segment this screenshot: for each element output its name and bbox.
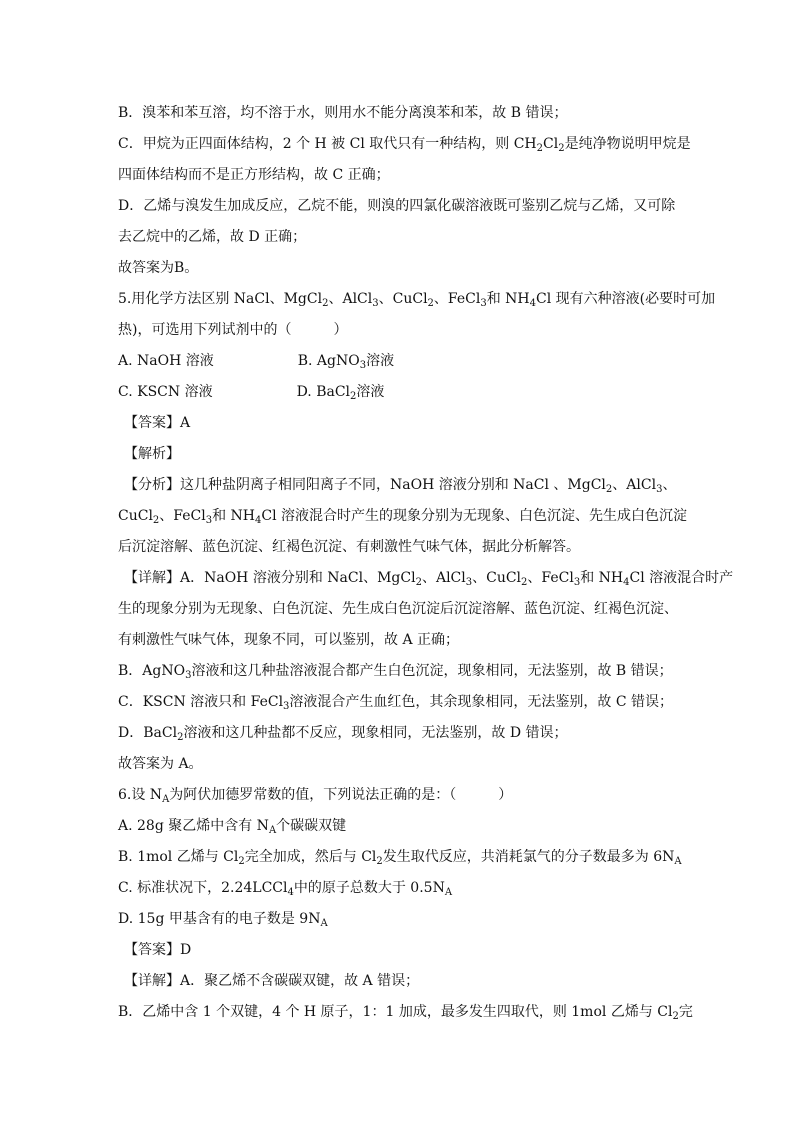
question-5 [118,287,716,311]
text-run: D. 15g 甲基含有的电子数是 9N [118,911,321,927]
text-run: 溶液和这几种盐溶液混合都产生白色沉淀，现象相同，无法鉴别，故 B 错误； [191,663,673,679]
text-line [118,690,682,714]
text-run: 溶液 [356,384,385,400]
text-run: 、FeCl [527,570,574,586]
text-run: C. KSCN 溶液 D. BaCl [118,384,351,400]
text-line [118,628,682,652]
text-run: B．乙烯中含 1 个双键，4 个 H 原子，1：1 加成，最多发生四取代，则 1mol 乙烯与 Cl [118,1004,673,1020]
text-run: 是纯净物说明甲烷是 [564,136,691,152]
text-line [118,659,682,683]
text-run: 【详解】A．聚乙烯不含碳碳双键，故 A 错误； [124,973,420,989]
subscript: A [674,856,682,867]
text-line [118,101,682,125]
subscript: 2 [376,856,383,867]
text-line [118,752,682,776]
subscript: 3 [480,298,487,309]
text-run: Cl [543,136,559,152]
subscript: 2 [322,298,329,309]
text-line [118,721,682,745]
detail-paragraph [124,969,682,993]
text-line [118,597,682,621]
analysis-paragraph [124,473,682,497]
text-run: 和 NH [212,508,256,524]
text-run: 去乙烷中的乙烯，故 D 正确； [118,229,307,245]
subscript: 4 [529,298,537,309]
text-run: C．KSCN 溶液只和 FeCl [118,694,284,710]
text-run: 【详解】A．NaOH 溶液分别和 NaCl、MgCl [124,570,416,586]
subscript: A [162,794,170,805]
text-run: 、AlCl [328,291,373,307]
text-line [118,318,682,342]
subscript: 2 [238,856,245,867]
text-run: 、CuCl [378,291,428,307]
subscript: 3 [465,577,473,588]
subscript: 2 [536,143,544,154]
text-line [118,504,688,528]
text-run: 、FeCl [159,508,206,524]
subscript: 2 [415,577,422,588]
text-run: 为阿伏加德罗常数的值，下列说法正确的是：（ ） [169,787,513,803]
text-run: 5.用化学方法区别 NaCl、MgCl [118,291,323,307]
text-run: 、CuCl [472,570,522,586]
text-run: 、 [662,477,677,493]
subscript: A [268,825,277,836]
text-run: Cl 现有六种溶液(必要时可加 [536,291,716,307]
text-run: 后沉淀溶解、蓝色沉淀、红褐色沉淀、有刺激性气味气体，据此分析解答。 [118,539,580,555]
text-run: B．溴苯和苯互溶，均不溶于水，则用水不能分离溴苯和苯，故 B 错误； [118,105,568,121]
text-run: A. NaOH 溶液 B. AgNO [118,353,360,369]
subscript: 4 [287,887,294,898]
text-line [118,256,682,280]
subscript: 2 [672,1011,679,1022]
text-line [118,1000,693,1024]
analysis-label [124,442,682,466]
text-run: 完全加成，然后与 Cl [244,849,377,865]
option-line [118,814,682,838]
text-run: 生的现象分别为无现象、白色沉淀、先生成白色沉淀后沉淀溶解、蓝色沉淀、红褐色沉淀、 [118,601,678,617]
text-line [118,535,682,559]
text-run: 【答案】D [124,942,192,958]
text-run: 故答案为 A。 [118,756,203,772]
subscript: 2 [177,732,184,743]
text-run: 溶液 [366,353,395,369]
text-run: 【分析】这几种盐阴离子相同阳离子不同，NaOH 溶液分别和 NaCl 、MgCl [124,477,606,493]
text-run: D．BaCl [118,725,178,741]
option-line [118,349,682,373]
subscript: 2 [427,298,434,309]
text-line [118,225,682,249]
text-run: 【解析】 [124,446,180,462]
option-line [118,380,682,404]
text-run: 四面体结构而不是正方形结构，故 C 正确； [118,167,390,183]
subscript: 2 [152,515,160,526]
text-run: 和 NH [486,291,530,307]
text-run: D．乙烯与溴发生加成反应，乙烷不能，则溴的四氯化碳溶液既可鉴别乙烷与乙烯，又可除 [118,198,676,214]
text-run: 故答案为B。 [118,260,199,276]
text-run: 热)，可选用下列试剂中的（ ） [118,322,348,338]
text-run: 溶液和这几种盐都不反应，现象相同，无法鉴别，故 D 错误； [183,725,568,741]
text-run: A. 28g 聚乙烯中含有 N [118,818,269,834]
text-line [118,132,691,156]
subscript: A [444,887,453,898]
subscript: 2 [605,484,613,495]
text-run: 、AlCl [421,570,466,586]
text-run: 个碳碳双键 [276,818,347,834]
subscript: 4 [623,577,630,588]
text-run: 溶液混合产生血红色，其余现象相同，无法鉴别，故 C 错误； [289,694,674,710]
subscript: 3 [372,298,379,309]
subscript: A [320,918,328,929]
text-run: 和 NH [580,570,624,586]
subscript: 3 [283,701,290,712]
text-run: 完 [678,1004,693,1020]
text-line [118,194,682,218]
text-run: C．甲烷为正四面体结构，2 个 H 被 Cl 取代只有一种结构，则 CH [118,136,537,152]
subscript: 2 [521,577,528,588]
text-run: 有刺激性气味气体，现象不同，可以鉴别，故 A 正确； [118,632,460,648]
text-run: Cl 溶液混合时产 [629,570,734,586]
subscript: 3 [573,577,581,588]
text-run: B．AgNO [118,663,186,679]
subscript: 4 [255,515,262,526]
subscript: 2 [558,143,565,154]
option-line [118,845,682,869]
text-run: 6.设 N [118,787,163,803]
text-line [118,163,682,187]
answer-label [124,411,682,435]
detail-paragraph [124,566,734,590]
text-run: 发生取代反应，共消耗氯气的分子数最多为 6N [382,849,675,865]
text-run: 【答案】A [124,415,191,431]
subscript: 3 [359,360,367,371]
subscript: 3 [656,484,663,495]
question-6 [118,783,682,807]
subscript: 2 [350,391,357,402]
answer-label [124,938,682,962]
text-run: C. 标准状况下，2.24LCCl [118,880,288,896]
text-run: 、FeCl [433,291,481,307]
text-run: B. 1mol 乙烯与 Cl [118,849,239,865]
subscript: 3 [205,515,213,526]
text-run: 、AlCl [612,477,657,493]
subscript: 3 [185,670,192,681]
text-run: 中的原子总数大于 0.5N [293,880,445,896]
text-run: Cl 溶液混合时产生的现象分别为无现象、白色沉淀、先生成白色沉淀 [261,508,688,524]
option-line [118,876,682,900]
option-line [118,907,682,931]
text-run: CuCl [118,508,153,524]
